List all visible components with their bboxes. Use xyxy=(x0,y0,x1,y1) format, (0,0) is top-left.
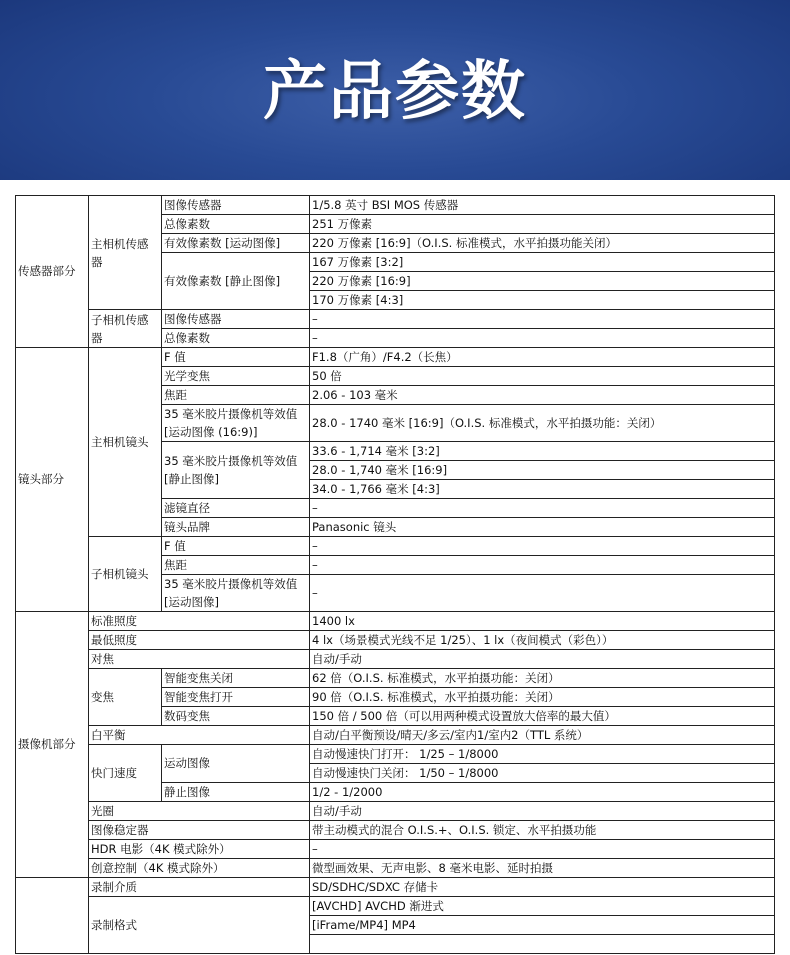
spec-name: 35 毫米胶片摄像机等效值 [运动图像 (16:9)] xyxy=(162,405,310,442)
spec-name: 数码变焦 xyxy=(162,707,310,726)
spec-value: 220 万像素 [16:9] xyxy=(310,272,775,291)
spec-table xyxy=(15,195,775,954)
spec-value: 带主动模式的混合 O.I.S.+、O.I.S. 锁定、水平拍摄功能 xyxy=(310,821,775,840)
group-label: 变焦 xyxy=(89,669,162,726)
spec-name: HDR 电影（4K 模式除外） xyxy=(89,840,310,859)
spec-name: 白平衡 xyxy=(89,726,310,745)
spec-value: – xyxy=(310,329,775,348)
spec-value: 1/5.8 英寸 BSI MOS 传感器 xyxy=(310,196,775,215)
spec-value: 34.0 - 1,766 毫米 [4:3] xyxy=(310,480,775,499)
spec-value: – xyxy=(310,575,775,612)
spec-value: 28.0 - 1740 毫米 [16:9]（O.I.S. 标准模式，水平拍摄功能：关闭） xyxy=(310,405,775,442)
table-row xyxy=(16,631,775,650)
spec-value: 167 万像素 [3:2] xyxy=(310,253,775,272)
spec-name: 智能变焦打开 xyxy=(162,688,310,707)
group-label: 主相机镜头 xyxy=(89,348,162,537)
spec-name: 创意控制（4K 模式除外） xyxy=(89,859,310,878)
header-banner xyxy=(0,0,790,180)
table-row xyxy=(16,310,775,329)
group-label: 子相机传感器 xyxy=(89,310,162,348)
spec-value: 170 万像素 [4:3] xyxy=(310,291,775,310)
spec-name: 图像稳定器 xyxy=(89,821,310,840)
spec-name: 35 毫米胶片摄像机等效值 [运动图像] xyxy=(162,575,310,612)
spec-value: 自动/手动 xyxy=(310,802,775,821)
spec-value: 90 倍（O.I.S. 标准模式，水平拍摄功能：关闭） xyxy=(310,688,775,707)
table-row xyxy=(16,348,775,367)
group-label: 快门速度 xyxy=(89,745,162,802)
spec-name: 有效像素数 [运动图像] xyxy=(162,234,310,253)
spec-value: 1/2 - 1/2000 xyxy=(310,783,775,802)
spec-name: 有效像素数 [静止图像] xyxy=(162,253,310,310)
spec-value: Panasonic 镜头 xyxy=(310,518,775,537)
spec-value: 33.6 - 1,714 毫米 [3:2] xyxy=(310,442,775,461)
group-label: 主相机传感器 xyxy=(89,196,162,310)
spec-name: 图像传感器 xyxy=(162,310,310,329)
table-row xyxy=(16,537,775,556)
spec-name: 镜头品牌 xyxy=(162,518,310,537)
spec-value: 1400 lx xyxy=(310,612,775,631)
spec-name: 35 毫米胶片摄像机等效值 [静止图像] xyxy=(162,442,310,499)
table-row xyxy=(16,802,775,821)
spec-value: 28.0 - 1,740 毫米 [16:9] xyxy=(310,461,775,480)
spec-value: 自动慢速快门关闭： 1/50 – 1/8000 xyxy=(310,764,775,783)
page-title: 产品参数 xyxy=(263,55,527,129)
spec-name: 光学变焦 xyxy=(162,367,310,386)
spec-name: F 值 xyxy=(162,537,310,556)
table-row xyxy=(16,821,775,840)
group-label: 子相机镜头 xyxy=(89,537,162,612)
spec-name: F 值 xyxy=(162,348,310,367)
spec-name: 焦距 xyxy=(162,386,310,405)
spec-name: 录制格式 xyxy=(89,897,310,954)
spec-name: 最低照度 xyxy=(89,631,310,650)
spec-value: 4 lx（场景模式光线不足 1/25）、1 lx（夜间模式（彩色）） xyxy=(310,631,775,650)
spec-name: 静止图像 xyxy=(162,783,310,802)
table-row xyxy=(16,650,775,669)
table-row xyxy=(16,745,775,764)
spec-value: [iFrame/MP4] MP4 xyxy=(310,916,775,935)
spec-value: [AVCHD] AVCHD 渐进式 xyxy=(310,897,775,916)
spec-name: 光圈 xyxy=(89,802,310,821)
table-row xyxy=(16,897,775,916)
section-label: 镜头部分 xyxy=(16,348,89,612)
spec-value: 自动/手动 xyxy=(310,650,775,669)
table-row xyxy=(16,669,775,688)
spec-name: 录制介质 xyxy=(89,878,310,897)
spec-value: SD/SDHC/SDXC 存储卡 xyxy=(310,878,775,897)
spec-name: 运动图像 xyxy=(162,745,310,783)
table-row xyxy=(16,726,775,745)
section-label: 摄像机部分 xyxy=(16,612,89,878)
spec-value: 251 万像素 xyxy=(310,215,775,234)
spec-name: 对焦 xyxy=(89,650,310,669)
spec-value: 2.06 - 103 毫米 xyxy=(310,386,775,405)
spec-value: 微型画效果、无声电影、8 毫米电影、延时拍摄 xyxy=(310,859,775,878)
spec-value: 自动/白平衡预设/晴天/多云/室内1/室内2（TTL 系统） xyxy=(310,726,775,745)
spec-name: 总像素数 xyxy=(162,215,310,234)
table-row xyxy=(16,196,775,215)
section-label xyxy=(16,878,89,954)
table-row xyxy=(16,878,775,897)
spec-value: – xyxy=(310,537,775,556)
spec-value: 50 倍 xyxy=(310,367,775,386)
spec-value: – xyxy=(310,556,775,575)
spec-value: – xyxy=(310,499,775,518)
spec-value: 150 倍 / 500 倍（可以用两种模式设置放大倍率的最大值） xyxy=(310,707,775,726)
table-row xyxy=(16,859,775,878)
spec-value: – xyxy=(310,840,775,859)
spec-value: F1.8（广角）/F4.2（长焦） xyxy=(310,348,775,367)
spec-value: 62 倍（O.I.S. 标准模式，水平拍摄功能：关闭） xyxy=(310,669,775,688)
spec-name: 总像素数 xyxy=(162,329,310,348)
section-label: 传感器部分 xyxy=(16,196,89,348)
spec-value: 220 万像素 [16:9]（O.I.S. 标准模式，水平拍摄功能关闭） xyxy=(310,234,775,253)
spec-name: 图像传感器 xyxy=(162,196,310,215)
table-row xyxy=(16,612,775,631)
spec-value: 自动慢速快门打开： 1/25 – 1/8000 xyxy=(310,745,775,764)
table-row xyxy=(16,840,775,859)
spec-value: – xyxy=(310,310,775,329)
spec-value xyxy=(310,935,775,954)
spec-name: 标准照度 xyxy=(89,612,310,631)
spec-name: 滤镜直径 xyxy=(162,499,310,518)
spec-name: 焦距 xyxy=(162,556,310,575)
spec-name: 智能变焦关闭 xyxy=(162,669,310,688)
